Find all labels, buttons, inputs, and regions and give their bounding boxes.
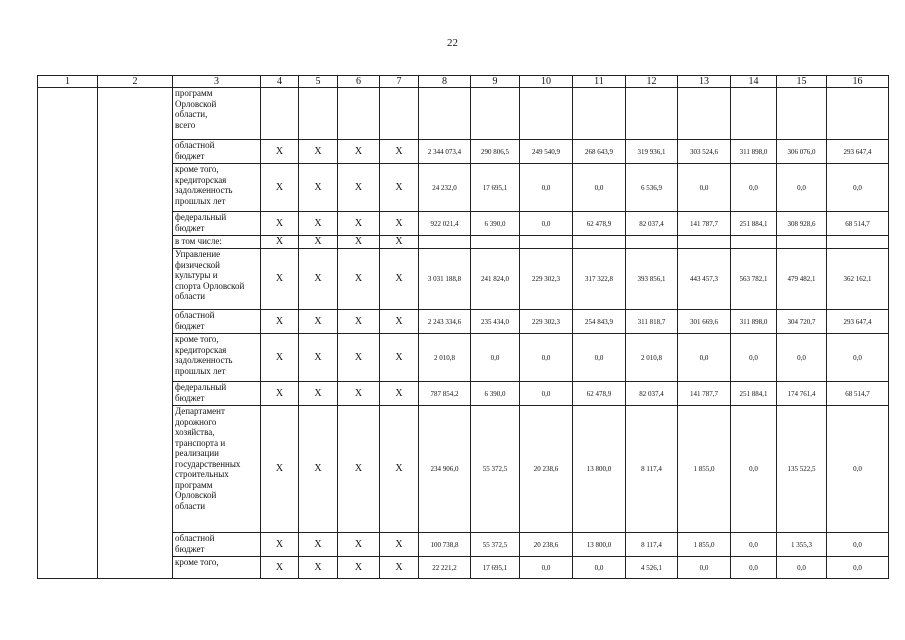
row-label: [173, 334, 261, 382]
value-cell: 0,0: [827, 164, 889, 212]
value-cell: 100 738,8: [419, 533, 471, 557]
row-label-line: программ: [175, 88, 213, 98]
row-label-line: областной: [175, 310, 215, 320]
row-label-line: кредиторская: [175, 344, 227, 355]
row-label-line: бюджет: [175, 222, 205, 233]
value-cell: 17 695,1: [471, 164, 520, 212]
value-cell: 13 800,0: [573, 533, 626, 557]
value-cell: [419, 88, 471, 140]
row-label: [173, 212, 261, 236]
x-mark-cell: X: [299, 406, 338, 533]
value-cell: [678, 236, 731, 249]
row-label-line: области: [175, 500, 206, 511]
column-header: 14: [731, 76, 777, 88]
value-cell: 251 884,1: [731, 382, 777, 406]
value-cell: 55 372,5: [471, 406, 520, 533]
x-mark-cell: X: [338, 164, 380, 212]
row-label-line: Орловской: [175, 490, 217, 500]
value-cell: 234 906,0: [419, 406, 471, 533]
row-label-line: областной: [175, 140, 215, 150]
value-cell: [573, 88, 626, 140]
row-label: [173, 140, 261, 164]
value-cell: 0,0: [520, 334, 573, 382]
value-cell: 55 372,5: [471, 533, 520, 557]
value-cell: 249 540,9: [520, 140, 573, 164]
x-mark-cell: X: [261, 212, 299, 236]
value-cell: 0,0: [777, 557, 827, 579]
x-mark-cell: X: [299, 533, 338, 557]
row-label-line: бюджет: [175, 392, 205, 403]
value-cell: 0,0: [827, 533, 889, 557]
value-cell: 311 898,0: [731, 140, 777, 164]
row-label-line: кроме того,: [175, 164, 219, 174]
column-header: 4: [261, 76, 299, 88]
value-cell: 0,0: [520, 212, 573, 236]
value-cell: 293 647,4: [827, 140, 889, 164]
value-cell: [419, 236, 471, 249]
value-cell: [827, 88, 889, 140]
value-cell: 68 514,7: [827, 212, 889, 236]
value-cell: [626, 236, 678, 249]
x-mark-cell: X: [338, 310, 380, 334]
value-cell: 0,0: [573, 164, 626, 212]
value-cell: 22 221,2: [419, 557, 471, 579]
x-mark-cell: X: [261, 533, 299, 557]
x-mark-cell: X: [380, 140, 419, 164]
value-cell: 254 843,9: [573, 310, 626, 334]
value-cell: 6 536,9: [626, 164, 678, 212]
x-mark-cell: X: [338, 406, 380, 533]
value-cell: [777, 236, 827, 249]
value-cell: 1 855,0: [678, 406, 731, 533]
x-mark-cell: X: [261, 310, 299, 334]
column-header: 2: [98, 76, 173, 88]
x-mark-cell: X: [299, 557, 338, 579]
column-2-cell: [98, 88, 173, 579]
x-mark-cell: X: [261, 249, 299, 310]
value-cell: [471, 88, 520, 140]
value-cell: 0,0: [678, 557, 731, 579]
value-cell: 8 117,4: [626, 533, 678, 557]
x-mark-cell: X: [380, 164, 419, 212]
value-cell: 2 010,8: [419, 334, 471, 382]
column-header: 9: [471, 76, 520, 88]
x-mark-cell: X: [299, 334, 338, 382]
row-label: [173, 557, 261, 579]
value-cell: 82 037,4: [626, 212, 678, 236]
x-mark-cell: X: [380, 310, 419, 334]
value-cell: 141 787,7: [678, 382, 731, 406]
row-label-line: кроме того,: [175, 557, 219, 567]
row-label-line: прошлых лет: [175, 195, 226, 206]
column-header: 8: [419, 76, 471, 88]
column-header: 6: [338, 76, 380, 88]
row-label: [173, 164, 261, 212]
x-mark-cell: X: [380, 334, 419, 382]
row-label-line: физической: [175, 259, 220, 270]
column-header: 11: [573, 76, 626, 88]
x-mark-cell: [380, 88, 419, 140]
table-row: [38, 88, 889, 140]
value-cell: 2 243 334,6: [419, 310, 471, 334]
value-cell: [777, 88, 827, 140]
value-cell: 0,0: [678, 334, 731, 382]
value-cell: 229 302,3: [520, 249, 573, 310]
value-cell: 6 390,0: [471, 382, 520, 406]
value-cell: 0,0: [573, 557, 626, 579]
value-cell: 311 818,7: [626, 310, 678, 334]
value-cell: 8 117,4: [626, 406, 678, 533]
x-mark-cell: X: [261, 557, 299, 579]
row-label: [173, 88, 261, 140]
row-label-line: кредиторская: [175, 174, 227, 185]
x-mark-cell: X: [380, 236, 419, 249]
x-mark-cell: X: [380, 382, 419, 406]
x-mark-cell: X: [338, 533, 380, 557]
column-header: 1: [38, 76, 98, 88]
value-cell: 301 669,6: [678, 310, 731, 334]
x-mark-cell: [299, 88, 338, 140]
row-label-line: задолженность: [175, 355, 233, 365]
value-cell: 308 928,6: [777, 212, 827, 236]
x-mark-cell: X: [338, 212, 380, 236]
value-cell: 0,0: [471, 334, 520, 382]
value-cell: 303 524,6: [678, 140, 731, 164]
x-mark-cell: X: [338, 236, 380, 249]
value-cell: 174 761,4: [777, 382, 827, 406]
row-label: [173, 236, 261, 249]
x-mark-cell: X: [380, 249, 419, 310]
row-label-line: бюджет: [175, 543, 205, 554]
value-cell: [626, 88, 678, 140]
value-cell: 62 478,9: [573, 382, 626, 406]
row-label-line: всего: [175, 119, 196, 130]
row-label-line: федеральный: [175, 212, 227, 222]
value-cell: 20 238,6: [520, 406, 573, 533]
x-mark-cell: X: [261, 406, 299, 533]
value-cell: [573, 236, 626, 249]
value-cell: 0,0: [520, 382, 573, 406]
row-label-line: транспорта и: [175, 437, 226, 448]
value-cell: 563 782,1: [731, 249, 777, 310]
row-label: [173, 249, 261, 310]
row-label: [173, 382, 261, 406]
value-cell: [520, 88, 573, 140]
value-cell: 2 344 073,4: [419, 140, 471, 164]
value-cell: 787 854,2: [419, 382, 471, 406]
x-mark-cell: X: [338, 334, 380, 382]
x-mark-cell: X: [299, 236, 338, 249]
row-label-line: хозяйства,: [175, 427, 215, 437]
row-label-line: бюджет: [175, 150, 205, 161]
value-cell: 319 936,1: [626, 140, 678, 164]
column-header: 7: [380, 76, 419, 88]
x-mark-cell: X: [261, 164, 299, 212]
x-mark-cell: X: [338, 140, 380, 164]
row-label-line: Орловской: [175, 98, 217, 109]
value-cell: 0,0: [731, 164, 777, 212]
value-cell: 922 021,4: [419, 212, 471, 236]
x-mark-cell: X: [261, 334, 299, 382]
x-mark-cell: X: [261, 382, 299, 406]
x-mark-cell: X: [299, 164, 338, 212]
row-label-line: Департамент: [175, 406, 225, 416]
value-cell: 0,0: [678, 164, 731, 212]
value-cell: 1 355,3: [777, 533, 827, 557]
x-mark-cell: X: [338, 382, 380, 406]
value-cell: 13 800,0: [573, 406, 626, 533]
value-cell: 141 787,7: [678, 212, 731, 236]
x-mark-cell: X: [299, 310, 338, 334]
value-cell: 20 238,6: [520, 533, 573, 557]
row-label-line: культуры и: [175, 270, 218, 280]
value-cell: 68 514,7: [827, 382, 889, 406]
value-cell: 293 647,4: [827, 310, 889, 334]
value-cell: 443 457,3: [678, 249, 731, 310]
row-label-line: реализации: [175, 448, 219, 458]
x-mark-cell: X: [338, 249, 380, 310]
value-cell: 3 031 188,8: [419, 249, 471, 310]
value-cell: 82 037,4: [626, 382, 678, 406]
page-number: 22: [447, 37, 458, 49]
row-label: [173, 533, 261, 557]
value-cell: 229 302,3: [520, 310, 573, 334]
column-header: 16: [827, 76, 889, 88]
value-cell: 4 526,1: [626, 557, 678, 579]
row-label-line: кроме того,: [175, 334, 219, 344]
value-cell: 304 720,7: [777, 310, 827, 334]
value-cell: 2 010,8: [626, 334, 678, 382]
value-cell: 251 884,1: [731, 212, 777, 236]
column-header: 5: [299, 76, 338, 88]
column-header: 3: [173, 76, 261, 88]
x-mark-cell: X: [261, 236, 299, 249]
x-mark-cell: X: [261, 140, 299, 164]
row-label-line: программ: [175, 479, 213, 490]
value-cell: [520, 236, 573, 249]
value-cell: 317 322,8: [573, 249, 626, 310]
value-cell: 268 643,9: [573, 140, 626, 164]
value-cell: 0,0: [573, 334, 626, 382]
row-label-line: области: [175, 291, 206, 301]
value-cell: 0,0: [731, 533, 777, 557]
value-cell: 479 482,1: [777, 249, 827, 310]
row-label-line: Управление: [175, 249, 221, 259]
value-cell: 0,0: [731, 334, 777, 382]
value-cell: 0,0: [777, 164, 827, 212]
row-label-line: строительных: [175, 469, 229, 479]
row-label-line: в том числе:: [175, 236, 222, 246]
column-header: 10: [520, 76, 573, 88]
x-mark-cell: [261, 88, 299, 140]
value-cell: 235 434,0: [471, 310, 520, 334]
row-label-line: спорта Орловской: [175, 280, 245, 291]
value-cell: 17 695,1: [471, 557, 520, 579]
x-mark-cell: X: [380, 557, 419, 579]
column-header: 15: [777, 76, 827, 88]
column-1-cell: [38, 88, 98, 579]
value-cell: 62 478,9: [573, 212, 626, 236]
row-label-line: задолженность: [175, 185, 233, 195]
row-label: [173, 406, 261, 533]
x-mark-cell: X: [380, 406, 419, 533]
x-mark-cell: X: [380, 212, 419, 236]
row-label-line: дорожного: [175, 416, 217, 427]
value-cell: 135 522,5: [777, 406, 827, 533]
row-label-line: государственных: [175, 458, 241, 469]
value-cell: 0,0: [731, 406, 777, 533]
value-cell: [827, 236, 889, 249]
value-cell: 362 162,1: [827, 249, 889, 310]
x-mark-cell: X: [338, 557, 380, 579]
row-label: [173, 310, 261, 334]
budget-table: [37, 75, 889, 579]
x-mark-cell: [338, 88, 380, 140]
value-cell: 0,0: [827, 406, 889, 533]
value-cell: 24 232,0: [419, 164, 471, 212]
x-mark-cell: X: [380, 533, 419, 557]
value-cell: 290 806,5: [471, 140, 520, 164]
row-label-line: области,: [175, 109, 208, 119]
x-mark-cell: X: [299, 212, 338, 236]
value-cell: 241 824,0: [471, 249, 520, 310]
value-cell: 0,0: [520, 557, 573, 579]
value-cell: 0,0: [827, 557, 889, 579]
value-cell: 311 898,0: [731, 310, 777, 334]
row-label-line: федеральный: [175, 382, 227, 392]
value-cell: 1 855,0: [678, 533, 731, 557]
value-cell: 0,0: [827, 334, 889, 382]
column-header: 13: [678, 76, 731, 88]
header-row: [38, 76, 889, 88]
x-mark-cell: X: [299, 140, 338, 164]
value-cell: 0,0: [777, 334, 827, 382]
value-cell: [678, 88, 731, 140]
value-cell: 0,0: [731, 557, 777, 579]
row-label-line: областной: [175, 533, 215, 543]
row-label-line: бюджет: [175, 320, 205, 331]
value-cell: 393 856,1: [626, 249, 678, 310]
value-cell: 0,0: [520, 164, 573, 212]
value-cell: 306 076,0: [777, 140, 827, 164]
column-header: 12: [626, 76, 678, 88]
value-cell: 6 390,0: [471, 212, 520, 236]
x-mark-cell: X: [299, 382, 338, 406]
row-label-line: прошлых лет: [175, 365, 226, 376]
x-mark-cell: X: [299, 249, 338, 310]
value-cell: [731, 236, 777, 249]
value-cell: [471, 236, 520, 249]
value-cell: [731, 88, 777, 140]
